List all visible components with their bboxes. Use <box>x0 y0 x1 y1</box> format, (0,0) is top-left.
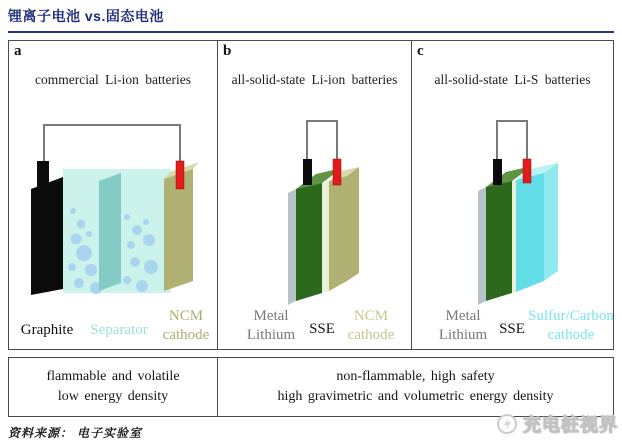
watermark-logo <box>496 413 518 435</box>
label-sse: SSE <box>499 321 525 337</box>
solid-state-lis-diagram <box>412 41 616 349</box>
separator-layer <box>99 173 121 291</box>
label-sulfur-carbon-cathode: Sulfur/Carbon cathode <box>528 308 614 343</box>
panel-c-letter: c <box>417 43 424 59</box>
watermark-text: 充电桩视界 <box>523 415 618 435</box>
panel-c-caption: all-solid-state Li-S batteries <box>434 72 591 87</box>
label-metal-lithium: Metal Lithium <box>438 308 488 343</box>
figure-panels <box>8 40 614 350</box>
label-metal-lithium: Metal Lithium <box>246 308 296 343</box>
page-title: 锂离子电池 vs.固态电池 <box>8 8 164 24</box>
circuit-wire <box>44 125 180 165</box>
label-graphite: Graphite <box>20 322 74 338</box>
cell-front-face <box>296 183 322 301</box>
sse-layer <box>512 180 516 293</box>
graphite-anode <box>31 177 63 295</box>
summary-row <box>8 357 614 417</box>
panel-a <box>9 41 217 349</box>
title-underline <box>8 31 614 33</box>
label-separator: Separator <box>90 322 148 338</box>
solid-state-liion-diagram <box>218 41 411 349</box>
panel-c <box>411 41 613 349</box>
positive-terminal <box>333 159 341 185</box>
summary-right-line1: non-flammable, high safety <box>336 369 495 384</box>
negative-terminal <box>37 161 49 191</box>
summary-left-line1: flammable and volatile <box>46 369 180 384</box>
negative-terminal <box>493 159 502 185</box>
panel-b-caption: all-solid-state Li-ion batteries <box>231 72 398 87</box>
solid-battery-summary <box>217 358 613 416</box>
source-note: 资料来源： 电子实验室 <box>8 426 143 440</box>
positive-terminal <box>176 161 184 189</box>
watermark <box>496 411 618 437</box>
panel-b-letter: b <box>223 43 232 59</box>
panel-a-letter: a <box>14 43 22 59</box>
circuit-wire <box>307 121 337 163</box>
metal-lithium-foil <box>288 189 296 305</box>
liquid-battery-diagram <box>9 41 217 349</box>
summary-right-line2: high gravimetric and volumetric energy density <box>277 389 554 404</box>
summary-left-line2: low energy density <box>57 389 169 404</box>
positive-terminal <box>523 159 531 183</box>
label-sse: SSE <box>309 321 335 337</box>
cell-front-face <box>486 181 512 301</box>
label-ncm-cathode: NCM cathode <box>162 308 210 343</box>
panel-a-caption: commercial Li-ion batteries <box>35 72 191 87</box>
sulfur-cathode-side <box>544 163 558 281</box>
label-ncm-cathode: NCM cathode <box>347 308 395 343</box>
negative-terminal <box>303 159 312 185</box>
metal-lithium-foil <box>478 187 486 305</box>
ncm-cathode <box>329 167 359 291</box>
panel-b <box>217 41 411 349</box>
circuit-wire <box>497 121 527 163</box>
sse-layer <box>322 181 329 293</box>
liquid-battery-summary <box>9 358 217 416</box>
sulfur-carbon-cathode <box>516 173 544 292</box>
